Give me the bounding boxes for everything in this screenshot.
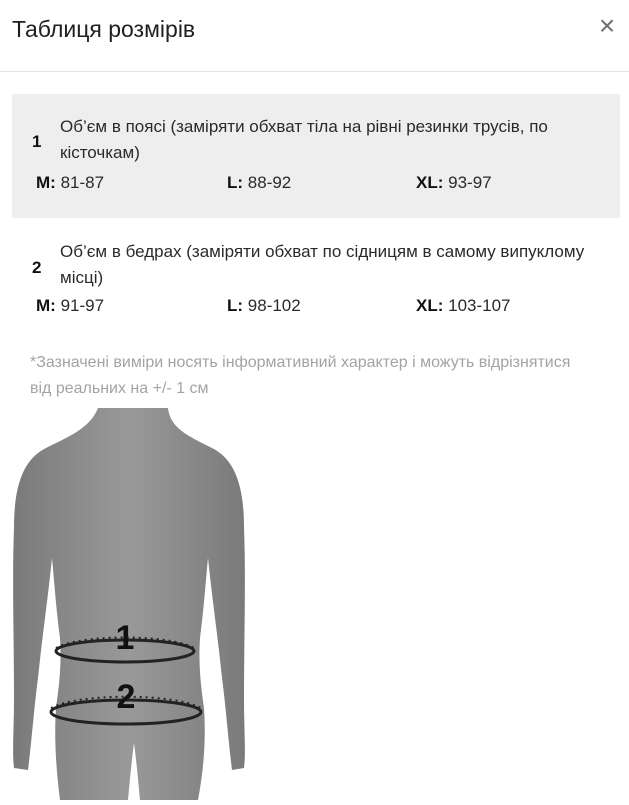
size-label: XL: <box>416 296 444 315</box>
modal-title: Таблиця розмірів <box>12 16 196 42</box>
size-l <box>227 173 291 193</box>
size-m <box>36 173 104 193</box>
row-number: 1 <box>32 132 42 151</box>
hips-marker: 2 <box>116 678 136 716</box>
body-silhouette-image <box>0 408 260 800</box>
row-number: 2 <box>32 258 42 277</box>
row-description: Об’єм в поясі (заміряти обхват тіла на рівні резинки трусів, по кісточкам) <box>60 117 548 162</box>
body-figure <box>0 408 260 800</box>
size-label: XL: <box>416 173 444 192</box>
size-value: 98-102 <box>247 296 301 315</box>
size-xl <box>416 296 511 316</box>
size-row-hips <box>12 226 620 326</box>
disclaimer-note: *Зазначені виміри носять інформативний характер і можуть відрізнятися від реальних на +/- 1 см <box>30 354 571 397</box>
size-l <box>227 296 301 316</box>
close-icon[interactable]: × <box>598 10 616 41</box>
size-value: 93-97 <box>448 173 492 192</box>
size-label: L: <box>227 173 244 192</box>
waist-marker: 1 <box>115 619 135 657</box>
size-xl <box>416 173 492 193</box>
size-label: L: <box>227 296 244 315</box>
size-label: M: <box>36 173 56 192</box>
size-row-waist <box>12 94 620 218</box>
size-value: 88-92 <box>247 173 292 192</box>
size-m <box>36 296 104 316</box>
size-label: M: <box>36 296 56 315</box>
body-silhouette <box>13 408 245 800</box>
size-value: 103-107 <box>448 296 511 315</box>
row-description: Об’єм в бедрах (заміряти обхват по сідницям в самому випуклому місці) <box>60 242 585 287</box>
size-value: 81-87 <box>60 173 105 192</box>
size-value: 91-97 <box>60 296 105 315</box>
modal-header <box>0 0 629 72</box>
